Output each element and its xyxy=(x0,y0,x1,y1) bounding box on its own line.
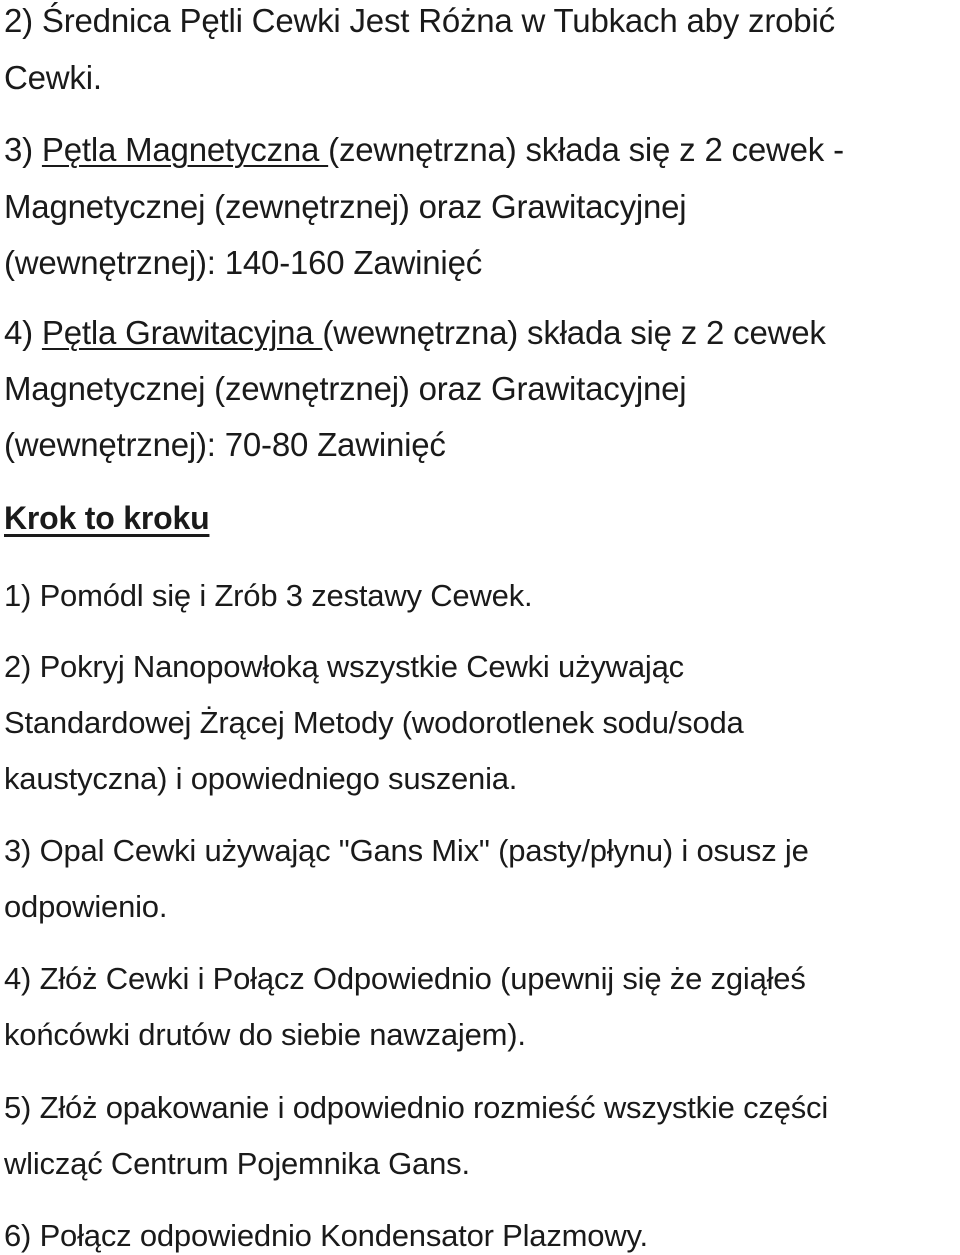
step-2-line-2: Standardowej Żrącej Metody (wodorotlenek sodu/soda xyxy=(4,705,744,740)
step-5-line-1: 5) Złóż opakowanie i odpowiednio rozmieść wszystkie części xyxy=(4,1090,829,1125)
steps-heading: Krok to kroku xyxy=(4,500,210,536)
step-4-line-2: końcówki drutów do siebie nawzajem). xyxy=(4,1017,526,1052)
step-2-line-1: 2) Pokryj Nanopowłoką wszystkie Cewki używając xyxy=(4,649,684,684)
step-2-line-3: kaustyczna) i opowiedniego suszenia. xyxy=(4,761,518,796)
step-3-line-1: 3) Opal Cewki używając "Gans Mix" (pasty/płynu) i osusz je xyxy=(4,833,809,868)
step-1: 1) Pomódl się i Zrób 3 zestawy Cewek. xyxy=(4,578,533,613)
materials-item-2-line-1: 2) Średnica Pętli Cewki Jest Różna w Tubkach aby zrobić xyxy=(4,2,835,39)
step-6: 6) Połącz odpowiednio Kondensator Plazmowy. xyxy=(4,1218,648,1253)
step-5-line-2: wlicząć Centrum Pojemnika Gans. xyxy=(4,1146,470,1181)
materials-item-4-rest: (wewnętrzna) składa się z 2 cewek xyxy=(322,314,826,351)
materials-item-4-prefix: 4) xyxy=(4,314,42,351)
materials-item-4-line-3: (wewnętrznej): 70-80 Zawinięć xyxy=(4,426,446,463)
step-3-line-2: odpowienio. xyxy=(4,889,168,924)
materials-item-2-line-2: Cewki. xyxy=(4,59,102,96)
materials-item-4-line-2: Magnetycznej (zewnętrznej) oraz Grawitacyjnej xyxy=(4,370,687,407)
gravity-loop-term: Pętla Grawitacyjna xyxy=(41,314,323,351)
materials-item-3-prefix: 3) xyxy=(4,131,42,168)
materials-item-3-line-3: (wewnętrznej): 140-160 Zawinięć xyxy=(4,244,483,281)
materials-item-3-rest: (zewnętrzna) składa się z 2 cewek - xyxy=(328,131,844,168)
materials-item-4-line-1 xyxy=(4,316,826,349)
materials-item-3-line-2: Magnetycznej (zewnętrznej) oraz Grawitacyjnej xyxy=(4,188,687,225)
step-4-line-1: 4) Złóż Cewki i Połącz Odpowiednio (upewnij się że zgiąłeś xyxy=(4,961,806,996)
magnetic-loop-term: Pętla Magnetyczna xyxy=(41,131,329,168)
materials-item-3-line-1 xyxy=(4,133,844,166)
